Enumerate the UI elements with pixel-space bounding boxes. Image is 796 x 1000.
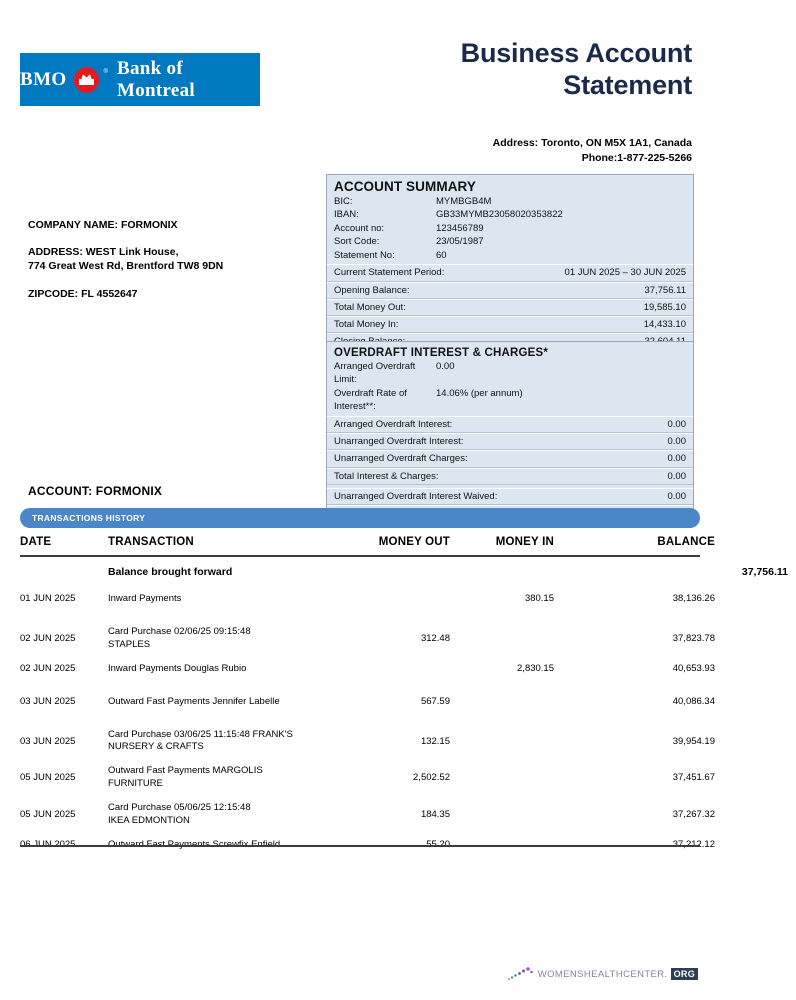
document-title: [272, 38, 692, 102]
overdraft-value: 0.00: [667, 418, 686, 430]
table-row: [20, 691, 715, 724]
company-address-line2: 774 Great West Rd, Brentford TW8 9DN: [28, 260, 224, 273]
transaction-line-2: IKEA EDMONTION: [108, 814, 190, 826]
column-header-date: DATE: [20, 536, 52, 548]
account-summary-field-row: [334, 249, 686, 262]
column-header-balance: BALANCE: [657, 536, 715, 548]
cell-date: 03 JUN 2025: [20, 735, 76, 747]
account-summary-field-row: [334, 208, 686, 221]
overdraft-plain-rows: [327, 360, 693, 416]
account-summary-field-label: BIC:: [334, 196, 353, 207]
overdraft-value: 0.00: [667, 453, 686, 465]
logo-bank-name: Bank of Montreal: [116, 57, 195, 101]
transaction-line-1: Inward Payments: [108, 593, 182, 604]
bank-address: Address: Toronto, ON M5X 1A1, Canada: [492, 137, 692, 149]
cell-money-in: [459, 729, 560, 736]
transactions-table: [20, 536, 788, 867]
account-summary-field-label: IBAN:: [334, 209, 359, 221]
transaction-line-1: Card Purchase 05/06/25 12:15:48: [108, 801, 251, 813]
account-summary-field-row: [334, 235, 686, 248]
overdraft-row: [327, 433, 693, 450]
account-summary-row: [327, 264, 693, 281]
account-summary-label: Total Money Out:: [334, 301, 406, 313]
overdraft-field-row: [334, 387, 686, 414]
logo-bmo-text: BMO: [20, 68, 67, 90]
cell-money-in: 2,830.15: [517, 662, 554, 674]
cell-date: 02 JUN 2025: [20, 662, 76, 674]
cell-money-in: [459, 802, 560, 809]
cell-transaction: [108, 765, 330, 791]
cell-money-out: 55.20: [426, 838, 450, 850]
cell-balance: 37,267.32: [672, 808, 715, 820]
cell-date: 02 JUN 2025: [20, 633, 76, 644]
overdraft-value: 0.00: [667, 436, 686, 448]
account-summary-value: 19,585.10: [643, 301, 686, 313]
cell-money-out: 184.35: [420, 808, 450, 820]
account-label: ACCOUNT: FORMONIX: [28, 484, 163, 498]
cell-transaction: [108, 593, 330, 606]
account-summary-row: [327, 299, 693, 316]
cell-date: 05 JUN 2025: [20, 772, 76, 784]
company-zipcode-group: [28, 287, 308, 301]
overdraft-label: Arranged Overdraft Interest:: [334, 418, 453, 430]
account-summary-field-value: 60: [436, 249, 447, 261]
overdraft-value: 0.00: [667, 490, 686, 502]
transaction-line-1: Outward Fast Payments MARGOLIS: [108, 765, 263, 777]
watermark-badge: ORG: [671, 968, 698, 980]
table-row: [20, 760, 715, 797]
cell-money-out: 2,502.52: [413, 772, 450, 784]
column-header-money-out: MONEY OUT: [378, 536, 450, 548]
transactions-history-label: TRANSACTIONS HISTORY: [32, 513, 146, 523]
transactions-history-banner: [20, 508, 700, 528]
account-summary-panel: [326, 174, 694, 355]
account-summary-field-value: GB33MYMB23058020353822: [436, 209, 563, 221]
cell-date: 03 JUN 2025: [20, 695, 76, 707]
account-summary-row: [327, 282, 693, 299]
transaction-line-1: Outward Fast Payments Jennifer Labelle: [108, 695, 280, 707]
transaction-line-2: NURSERY & CRAFTS: [108, 741, 204, 753]
table-row: [20, 621, 715, 658]
cell-money-out: 312.48: [420, 633, 450, 644]
cell-money-in: [459, 765, 560, 772]
cell-date: 06 JUN 2025: [20, 838, 76, 850]
account-summary-field-row: [334, 195, 686, 208]
cell-transaction: [108, 626, 330, 652]
transaction-line-1: Outward Fast Payments Screwfix Enfield: [108, 838, 281, 850]
account-summary-field-label: Statement No:: [334, 249, 395, 261]
transaction-line-1: Inward Payments Douglas Rubio: [108, 662, 247, 674]
table-row: [20, 797, 715, 834]
overdraft-row: [327, 416, 693, 433]
overdraft-panel: [326, 341, 694, 526]
table-row: [20, 834, 715, 867]
table-row: [20, 724, 715, 761]
account-summary-row: [327, 316, 693, 333]
overdraft-row: [327, 450, 693, 467]
bank-phone: Phone:1-877-225-5266: [581, 152, 692, 165]
document-title-line2: Statement: [563, 69, 692, 100]
column-header-money-in: MONEY IN: [495, 536, 554, 548]
cell-transaction: [108, 663, 330, 676]
account-summary-field-label: Account no:: [334, 222, 385, 234]
account-summary-title: ACCOUNT SUMMARY: [334, 179, 476, 194]
overdraft-label: Total Interest & Charges:: [334, 470, 439, 482]
balance-brought-forward-row: [20, 557, 788, 588]
cell-balance: 40,653.93: [672, 662, 715, 674]
account-summary-field-row: [334, 222, 686, 235]
company-name-group: [28, 218, 308, 232]
table-row: [20, 658, 715, 691]
account-summary-field-value: 123456789: [436, 222, 484, 234]
document-title-line1: Business Account: [460, 38, 692, 68]
overdraft-row: [327, 468, 693, 485]
account-summary-value: 37,756.11: [644, 284, 686, 296]
cell-balance: 40,086.34: [672, 695, 715, 707]
overdraft-field-label: Overdraft Rate of Interest**:: [334, 387, 407, 413]
overdraft-field-row: [334, 360, 686, 387]
transactions-body: [20, 588, 715, 867]
overdraft-row: [327, 488, 693, 505]
account-summary-label: Opening Balance:: [334, 284, 410, 296]
cell-balance: 39,954.19: [672, 735, 715, 747]
overdraft-label: Unarranged Overdraft Interest:: [334, 436, 464, 448]
overdraft-value: 0.00: [667, 470, 686, 482]
bank-contact-block: [252, 136, 692, 166]
table-row: [20, 588, 715, 621]
cell-balance: 37,451.67: [672, 772, 715, 784]
overdraft-field-value: 0.00: [436, 361, 455, 372]
cell-date: 01 JUN 2025: [20, 593, 76, 604]
cell-money-in: 380.15: [524, 593, 554, 604]
watermark-text: WOMENSHEALTHCENTER.: [537, 968, 668, 980]
transaction-line-1: Card Purchase 03/06/25 11:15:48 FRANK'S: [108, 728, 293, 740]
company-address-line1: ADDRESS: WEST Link House,: [28, 246, 179, 259]
column-header-transaction: TRANSACTION: [108, 536, 194, 548]
cell-money-out: 567.59: [420, 695, 450, 707]
company-zipcode: ZIPCODE: FL 4552647: [28, 287, 138, 300]
cell-money-in: [459, 626, 560, 633]
transaction-line-2: STAPLES: [108, 638, 151, 650]
company-address-group: [28, 245, 308, 273]
company-info-block: [28, 218, 308, 301]
overdraft-label: Unarranged Overdraft Interest Waived:: [334, 490, 498, 502]
balance-brought-forward-label: Balance brought forward: [108, 566, 233, 578]
watermark-dots-icon: [507, 966, 535, 982]
registered-mark-icon: ®: [103, 68, 108, 75]
cell-date: 05 JUN 2025: [20, 808, 76, 820]
account-summary-field-value: 23/05/1987: [436, 236, 484, 248]
transaction-line-1: Card Purchase 02/06/25 09:15:48: [108, 626, 251, 637]
bmo-logo: [20, 53, 260, 106]
cell-transaction: [108, 802, 330, 828]
watermark: [507, 966, 698, 982]
cell-transaction: [108, 729, 330, 755]
account-summary-label: Total Money In:: [334, 319, 399, 331]
account-summary-label: Current Statement Period:: [334, 267, 445, 279]
account-summary-field-label: Sort Code:: [334, 236, 380, 248]
balance-brought-forward-value: 37,756.11: [741, 566, 788, 578]
account-summary-fields: [327, 195, 693, 264]
transaction-line-2: FURNITURE: [108, 778, 163, 790]
company-name: COMPANY NAME: FORMONIX: [28, 219, 178, 231]
account-summary-field-value: MYMBGB4M: [436, 196, 492, 207]
table-bottom-rule: [20, 845, 700, 847]
cell-balance: 38,136.26: [672, 593, 715, 604]
account-summary-value: 14,433.10: [643, 319, 686, 331]
bmo-roundel-icon: [74, 67, 99, 93]
overdraft-field-label: Arranged Overdraft Limit:: [334, 361, 416, 386]
cell-money-out: 132.15: [420, 735, 450, 747]
cell-balance: 37,823.78: [672, 633, 715, 644]
cell-balance: 37,212.12: [672, 838, 715, 850]
overdraft-label: Unarranged Overdraft Charges:: [334, 453, 468, 465]
cell-transaction: [108, 696, 330, 709]
account-summary-value: 01 JUN 2025 – 30 JUN 2025: [564, 267, 686, 279]
table-header-row: [20, 536, 715, 557]
overdraft-field-value: 14.06% (per annum): [436, 387, 523, 399]
overdraft-title: OVERDRAFT INTEREST & CHARGES*: [334, 347, 549, 359]
